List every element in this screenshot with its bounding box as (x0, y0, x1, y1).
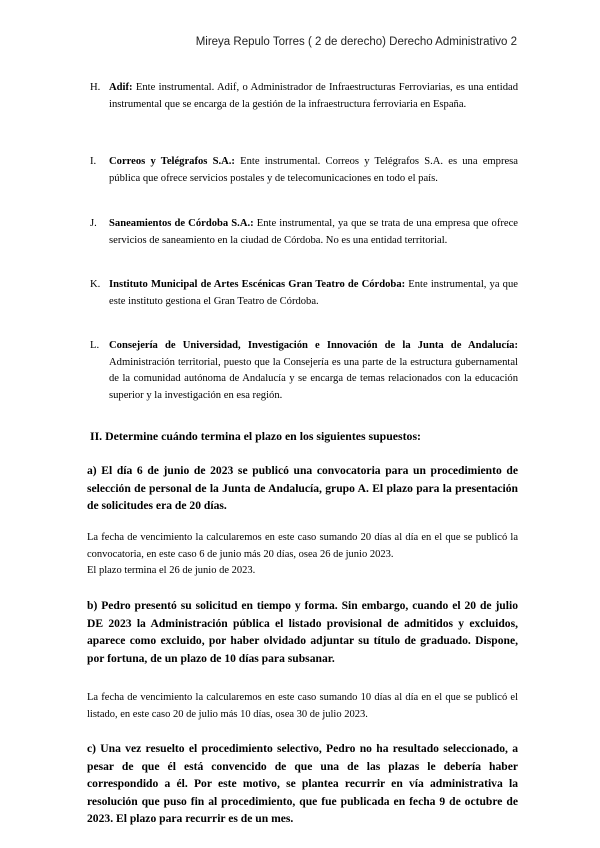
answer-a-conclusion: El plazo termina el 26 de junio de 2023. (87, 565, 256, 576)
list-item-text: Ente instrumental. Correos y Telégrafos S.A. es una empresa pública que ofrece servicios postales y de telecomunicaciones en todo el país. (109, 156, 518, 184)
list-item-label: J. (90, 218, 97, 229)
list-item-title: Saneamientos de Córdoba S.A.: (109, 218, 254, 229)
list-item-title: Adif: (109, 82, 133, 93)
answer-a-text: La fecha de vencimiento la calcularemos en este caso sumando 20 días al día en el que se publicó la convocatoria, en este caso 6 de junio más 20 días, osea 26 de junio 2023. (87, 532, 518, 560)
list-item-h (90, 80, 518, 113)
list-item-text: Administración territorial, puesto que la Consejería es una parte de la estructura gubernamental de la comunidad autónoma de Andalucía y se encarga de temas relacionados con la educación superior y la investigación en esa región. (109, 356, 518, 401)
list-item-j (90, 216, 518, 249)
list-item-label: L. (90, 340, 100, 351)
list-item-text: Ente instrumental, ya que este instituto gestiona el Gran Teatro de Córdoba. (109, 279, 518, 307)
list-item-label: K. (90, 279, 101, 290)
list-item-k (90, 277, 518, 310)
question-c: c) Una vez resuelto el procedimiento selectivo, Pedro no ha resultado seleccionado, a pesar de que él está convencido de que una de las plazas le debería haber correspondido a él. Por este motivo, se plantea recurrir en vía administrativa la resolución que puso fin al procedimiento, que fue publicada en fecha 9 de octubre de 2023. El plazo para recurrir es de un mes. (87, 742, 518, 825)
list-item-title: Correos y Telégrafos S.A.: (109, 156, 235, 167)
page-header: Mireya Repulo Torres ( 2 de derecho) Derecho Administrativo 2 (195, 36, 517, 48)
list-item-i (90, 154, 518, 187)
list-item-text: Ente instrumental, ya que se trata de una empresa que ofrece servicios de saneamiento en la ciudad de Córdoba. No es una entidad territorial. (109, 218, 519, 246)
list-item-l (90, 338, 518, 404)
list-item-text: Ente instrumental. Adif, o Administrador de Infraestructuras Ferroviarias, es una entidad instrumental que se encarga de la gestión de la infraestructura ferroviaria en España. (109, 82, 518, 110)
list-item-title: Consejería de Universidad, Investigación e Innovación de la Junta de Andalucía: (109, 340, 518, 351)
section-heading: II. Determine cuándo termina el plazo en los siguientes supuestos: (90, 429, 421, 443)
answer-b-text: La fecha de vencimiento la calcularemos en este caso sumando 10 días al día en el que se publicó el listado, en este caso 20 de julio más 10 días, osea 30 de julio 2023. (87, 692, 518, 720)
question-a: a) El día 6 de junio de 2023 se publicó una convocatoria para un procedimiento de selección de personal de la Junta de Andalucía, grupo A. El plazo para la presentación de solicitudes era de 20 días. (87, 464, 518, 512)
question-b: b) Pedro presentó su solicitud en tiempo y forma. Sin embargo, cuando el 20 de julio DE 2023 la Administración pública el listado provisional de admitidos y excluidos, aparece como excluido, por haber olvidado adjuntar su título de graduado. Dispone, por fortuna, de un plazo de 10 días para subsanar. (87, 599, 518, 665)
list-item-label: I. (90, 156, 97, 167)
list-item-title: Instituto Municipal de Artes Escénicas Gran Teatro de Córdoba: (109, 279, 406, 290)
list-item-label: H. (90, 82, 101, 93)
